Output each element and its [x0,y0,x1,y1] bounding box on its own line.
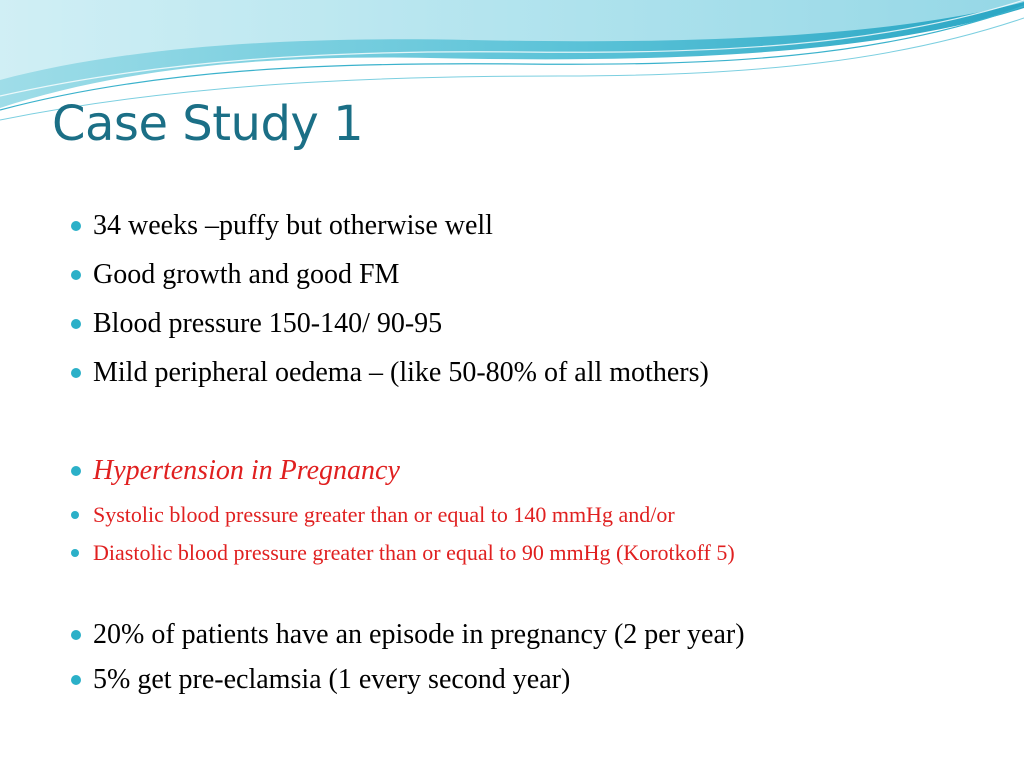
bullet-item-highlight [71,539,735,567]
bullet-text: Mild peripheral oedema – (like 50-80% of all mothers) [93,357,709,388]
bullet-dot-icon [71,549,79,557]
bullet-dot-icon [71,319,81,329]
bullet-text: Good growth and good FM [93,259,400,290]
bullet-dot-icon [71,675,81,685]
bullet-item [71,258,399,292]
bullet-dot-icon [71,270,81,280]
bullet-item-highlight [71,501,675,529]
bullet-item [71,663,570,697]
bullet-dot-icon [71,368,81,378]
bullet-dot-icon [71,511,79,519]
bullet-dot-icon [71,630,81,640]
bullet-text: 34 weeks –puffy but otherwise well [93,210,493,241]
slide-title: Case Study 1 [52,96,364,152]
bullet-dot-icon [71,221,81,231]
bullet-item [71,307,442,341]
bullet-item [71,356,709,390]
bullet-item [71,618,745,652]
bullet-dot-icon [71,466,81,476]
bullet-text: Diastolic blood pressure greater than or equal to 90 mmHg (Korotkoff 5) [93,540,735,565]
bullet-text: Blood pressure 150-140/ 90-95 [93,308,443,339]
bullet-text: Hypertension in Pregnancy [93,455,400,486]
bullet-text: Systolic blood pressure greater than or equal to 140 mmHg and/or [93,502,675,527]
bullet-text: 5% get pre-eclamsia (1 every second year) [93,664,571,695]
bullet-item-highlight [71,454,400,488]
bullet-item [71,209,493,243]
bullet-text: 20% of patients have an episode in pregnancy (2 per year) [93,619,745,650]
